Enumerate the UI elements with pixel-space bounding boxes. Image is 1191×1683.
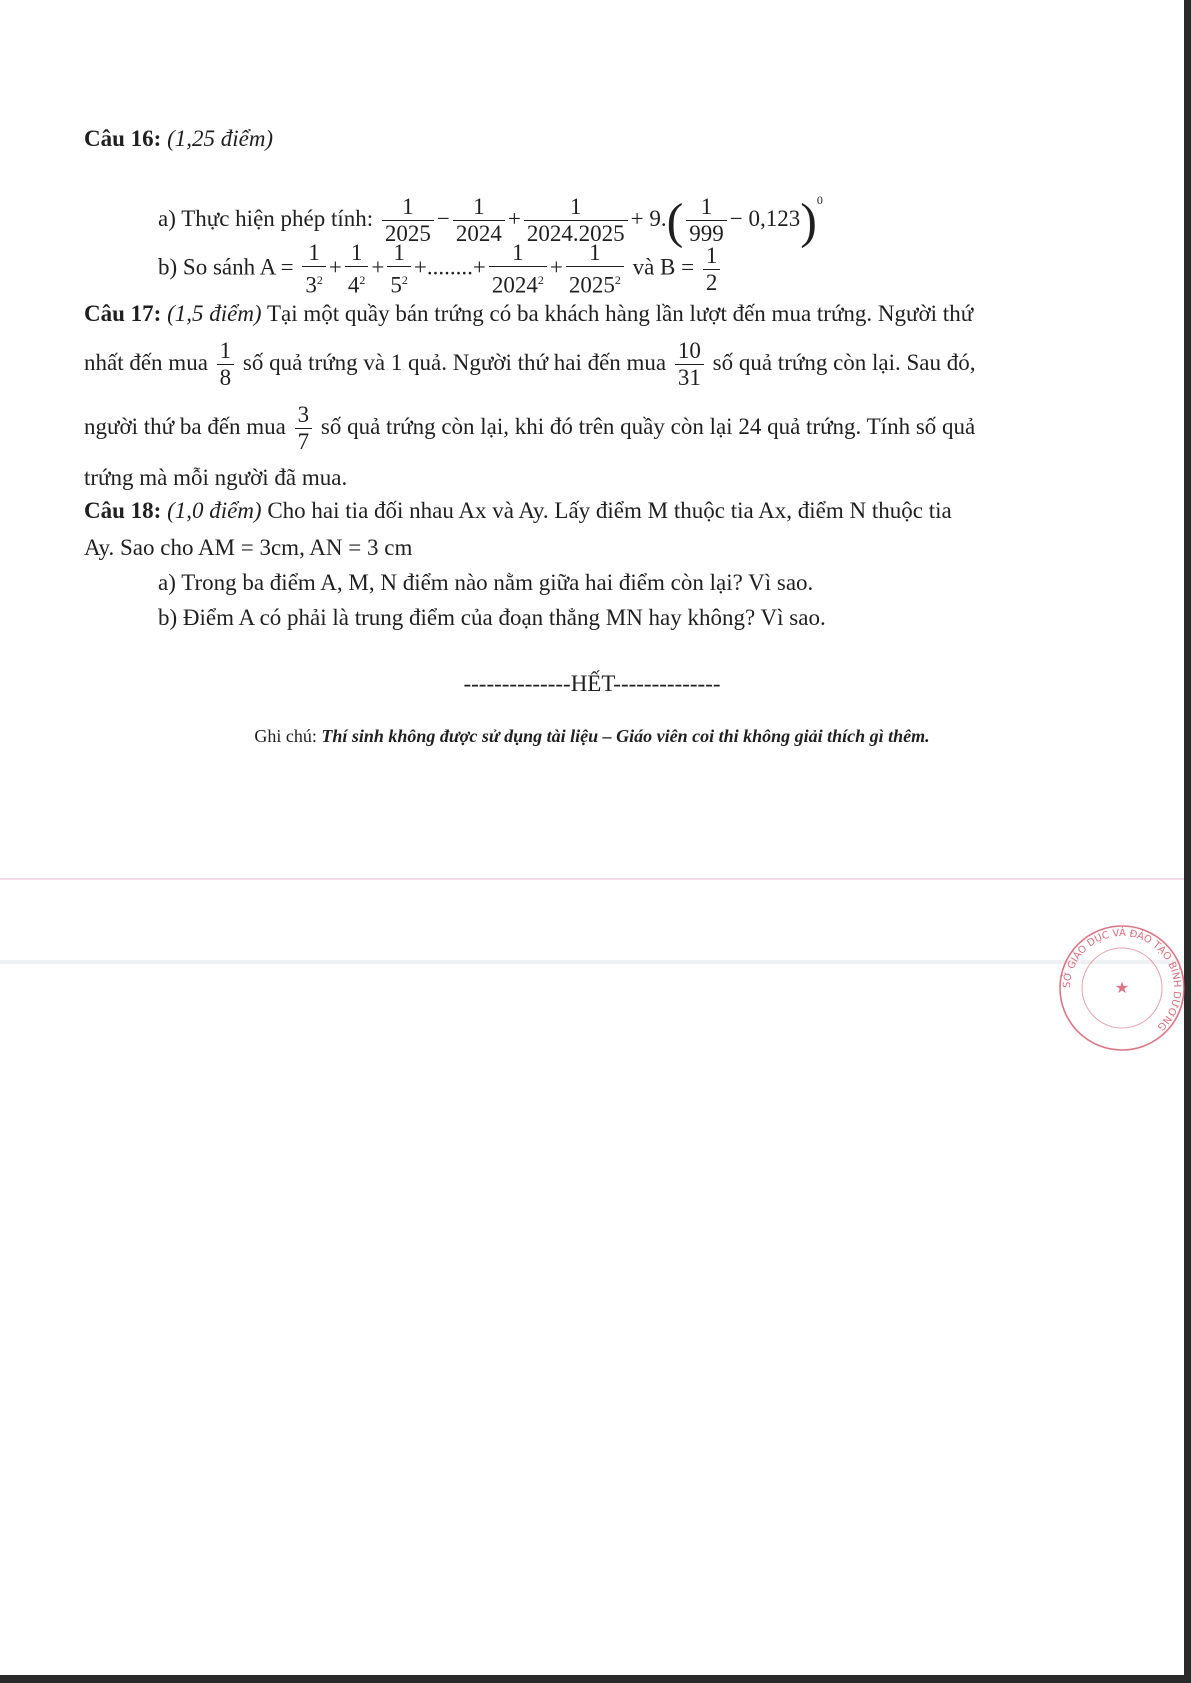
fold-line	[0, 960, 1184, 964]
end-marker: --------------HẾT--------------	[463, 671, 721, 696]
scan-edge-right	[1184, 0, 1191, 1683]
fraction: $\frac{3}{7}$	[295, 402, 313, 455]
fraction: $\frac{1}{5^2}$	[387, 240, 411, 299]
q18-part-a: a) Trong ba điểm A, M, N điểm nào nằm giữa hai điểm còn lại? Vì sao.	[158, 570, 814, 595]
q17-line4: trứng mà mỗi người đã mua.	[84, 465, 348, 490]
q16-part-a: a) Thực hiện phép tính: $\frac{1}{2025}$ − $\frac{1}{2024}$ + $\frac{1}{2024.2025}$ + 9.( $\frac{1}{999}$ − 0,123)$^0$	[158, 192, 823, 249]
q18-points: (1,0 điểm)	[167, 498, 262, 523]
q18-line1: Câu 18: (1,0 điểm) Cho hai tia đối nhau Ax và Ay. Lấy điểm M thuộc tia Ax, điểm N thuộc tia	[84, 498, 952, 523]
q17-line2: nhất đến mua $\frac{1}{8}$ số quả trứng và 1 quả. Người thứ hai đến mua $\frac{10}{31}$ số quả trứng còn lại. Sau đó,	[84, 338, 976, 391]
q17-title: Câu 17:	[84, 301, 162, 326]
q16-title: Câu 16:	[84, 126, 162, 151]
q18-part-b: b) Điểm A có phải là trung điểm của đoạn thẳng MN hay không? Vì sao.	[158, 605, 826, 630]
fraction: $\frac{1}{2025}$	[382, 194, 434, 247]
q16-a-label: a) Thực hiện phép tính:	[158, 206, 374, 231]
q16-heading	[84, 123, 273, 155]
footer-note	[0, 722, 1184, 750]
scan-edge-bottom	[0, 1675, 1191, 1683]
fraction: $\frac{1}{4^2}$	[345, 240, 369, 299]
q16-points: (1,25 điểm)	[167, 126, 274, 151]
note-text: Thí sinh không được sử dụng tài liệu – Giáo viên coi thi không giải thích gì thêm.	[321, 726, 930, 746]
fraction: $\frac{1}{2024.2025}$	[524, 194, 628, 247]
q17-points: (1,5 điểm)	[167, 301, 262, 326]
fraction: $\frac{1}{2}$	[703, 243, 721, 296]
fraction: $\frac{1}{2024^2}$	[489, 240, 547, 299]
fraction: $\frac{1}{8}$	[217, 338, 235, 391]
fraction: $\frac{1}{2025^2}$	[566, 240, 624, 299]
fraction: $\frac{10}{31}$	[675, 338, 704, 391]
q16-b-label: b) So sánh A =	[158, 254, 294, 280]
fraction: $\frac{1}{999}$	[686, 194, 727, 247]
q17-line3: người thứ ba đến mua $\frac{3}{7}$ số quả trứng còn lại, khi đó trên quầy còn lại 24 quả trứng. Tính số quả	[84, 402, 976, 455]
q18-title: Câu 18:	[84, 498, 162, 523]
q18-line2: Ay. Sao cho AM = 3cm, AN = 3 cm	[84, 535, 413, 560]
svg-text:★: ★	[1114, 978, 1130, 997]
q17-line1: Câu 17: (1,5 điểm) Tại một quầy bán trứng có ba khách hàng lần lượt đến mua trứng. Người thứ	[84, 301, 974, 326]
official-stamp	[1052, 918, 1191, 1058]
fold-line	[0, 878, 1184, 880]
fraction: $\frac{1}{2024}$	[453, 194, 505, 247]
q16-part-b: b) So sánh A = $\frac{1}{3^2}$ + $\frac{1}{4^2}$ + $\frac{1}{5^2}$ +........+ $\frac{1}{2024^2}$ + $\frac{1}{2025^2}$ và B = $\frac{1}{2}$	[158, 240, 723, 299]
stamp-text: SỞ GIÁO DỤC VÀ ĐÀO TẠO BÌNH DƯƠNG	[1061, 927, 1183, 1033]
note-label: Ghi chú:	[254, 726, 317, 746]
fraction: $\frac{1}{3^2}$	[302, 240, 326, 299]
